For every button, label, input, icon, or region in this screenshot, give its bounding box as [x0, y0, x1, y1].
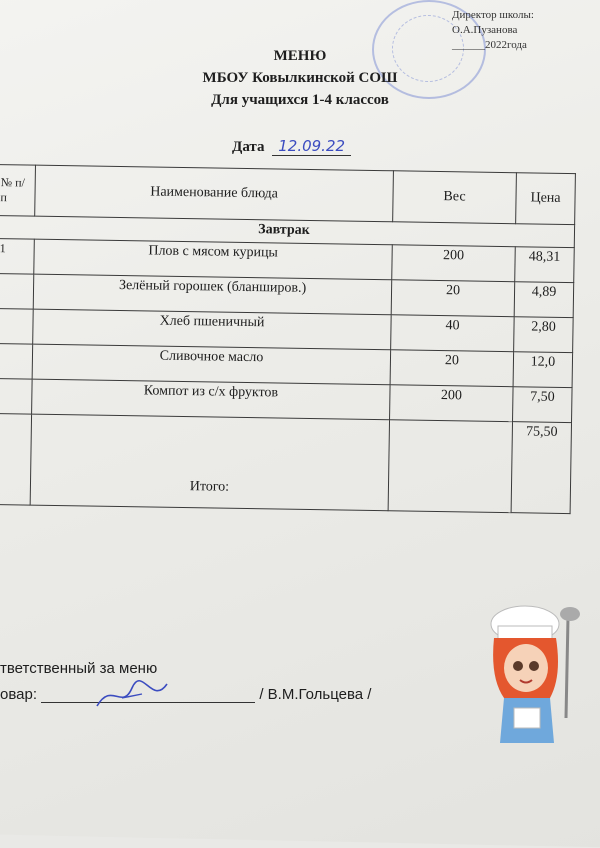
row-num: 1: [0, 238, 34, 274]
date-value: 12.09.22: [272, 137, 351, 156]
approval-line-3: ______2022года: [452, 39, 527, 51]
row-weight: 200: [392, 245, 516, 282]
approval-line-2: О.А.Пузанова: [452, 24, 518, 36]
row-name: Хлеб пшеничный: [33, 309, 392, 350]
cook-name: / В.М.Гольцева /: [259, 686, 372, 703]
row-price: 48,31: [515, 247, 575, 283]
cook-label: овар:: [0, 686, 37, 703]
row-num: [0, 273, 34, 309]
row-price: 12,0: [513, 352, 573, 388]
chef-illustration: [470, 598, 590, 748]
row-weight: 40: [391, 315, 515, 352]
col-header-num: № п/п: [0, 165, 35, 217]
row-num: [0, 378, 32, 414]
total-num: [0, 413, 32, 505]
row-price: 7,50: [513, 387, 573, 423]
col-header-name: Наименование блюда: [35, 165, 394, 222]
date-label: Дата: [232, 139, 265, 155]
menu-title: МЕНЮ: [273, 48, 327, 64]
total-value: 75,50: [511, 422, 571, 514]
total-row: [0, 413, 572, 513]
row-name: Сливочное масло: [32, 344, 391, 385]
approval-line-1: Директор школы:: [452, 9, 534, 21]
responsible-label: тветственный за меню: [0, 660, 158, 677]
row-weight: 200: [390, 385, 514, 422]
approval-block: [452, 8, 534, 53]
total-weight: [388, 420, 512, 513]
section-title: Завтрак: [0, 216, 575, 248]
row-num: [0, 308, 33, 344]
total-label: Итого:: [30, 414, 389, 511]
row-price: 2,80: [514, 317, 574, 353]
row-name: Зелёный горошек (бланширов.): [33, 274, 392, 315]
audience-line: Для учащихся 1-4 классов: [211, 92, 389, 108]
date-row: [232, 137, 351, 156]
table-header-row: [0, 165, 575, 225]
menu-table: [0, 164, 576, 514]
row-weight: 20: [391, 280, 515, 317]
row-num: [0, 343, 33, 379]
school-name: МБОУ Ковылкинской СОШ: [202, 70, 398, 86]
handwritten-signature: [92, 676, 172, 716]
row-price: 4,89: [514, 282, 574, 318]
row-name: Компот из с/х фруктов: [32, 379, 391, 420]
cook-signature-line: [0, 686, 371, 703]
col-header-weight: Вес: [393, 171, 517, 224]
row-weight: 20: [390, 350, 514, 387]
row-name: Плов с мясом курицы: [34, 239, 393, 280]
col-header-price: Цена: [516, 173, 576, 225]
